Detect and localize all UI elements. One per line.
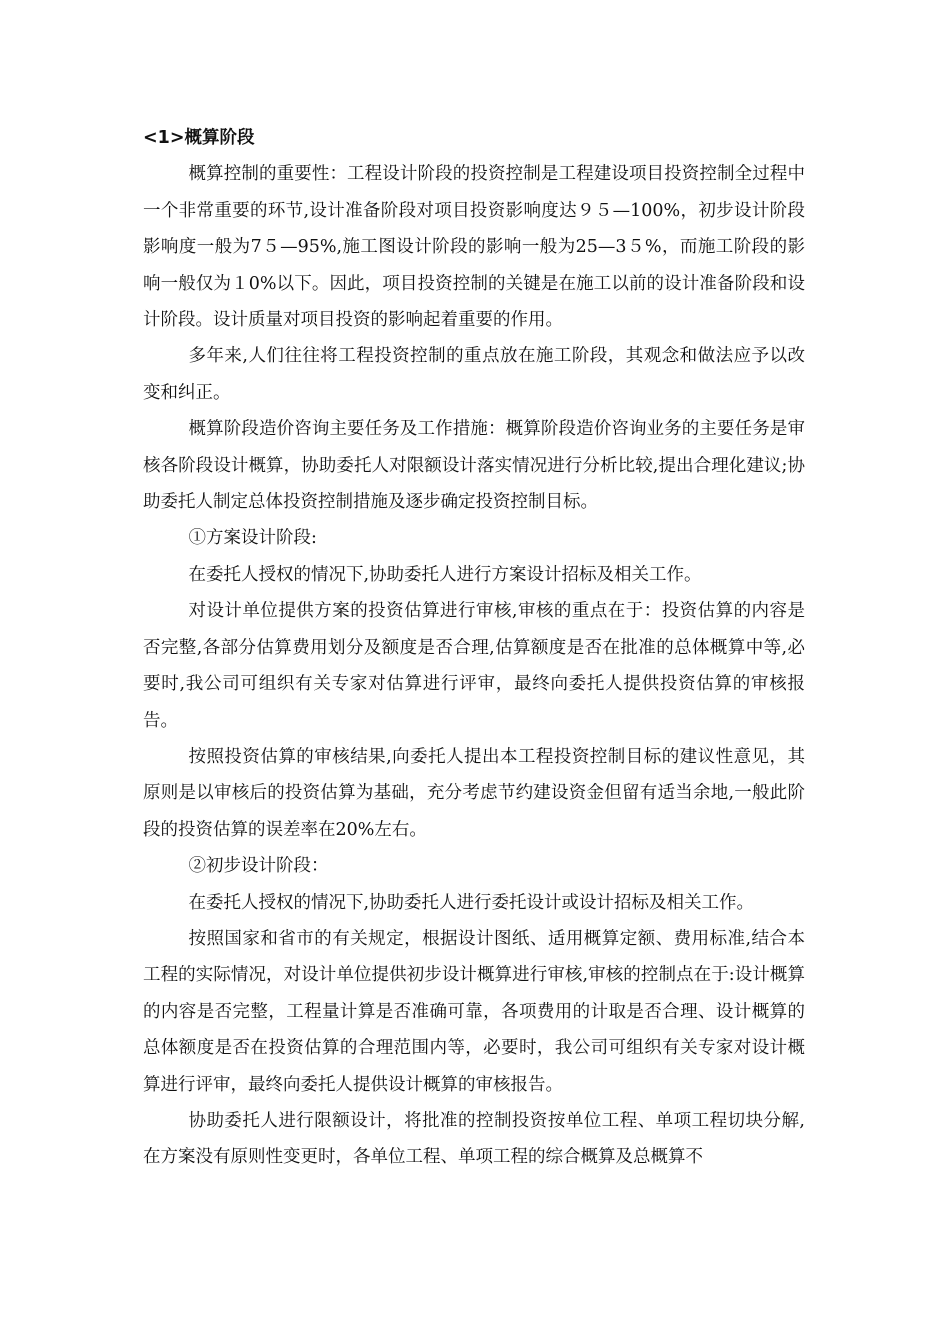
paragraph-construction-focus: 多年来,人们往往将工程投资控制的重点放在施工阶段，其观念和做法应予以改变和纠正。 bbox=[143, 346, 805, 403]
paragraph-main-tasks: 概算阶段造价咨询主要任务及工作措施：概算阶段造价咨询业务的主要任务是审核各阶段设计概算，协助委托人对限额设计落实情况进行分析比较,提出合理化建议;协助委托人制定总体投资控制措施及逐步确定投资控制目标。 bbox=[143, 419, 805, 513]
subheading-scheme-design: ①方案设计阶段: bbox=[188, 528, 317, 549]
paragraph-scheme-tender: 在委托人授权的情况下,协助委托人进行方案设计招标及相关工作。 bbox=[188, 564, 702, 585]
paragraph-design-tender: 在委托人授权的情况下,协助委托人进行委托设计或设计招标及相关工作。 bbox=[188, 892, 755, 913]
document-body bbox=[143, 120, 805, 1176]
section-heading: <1>概算阶段 bbox=[143, 128, 255, 148]
paragraph-control-target: 按照投资估算的审核结果,向委托人提出本工程投资控制目标的建议性意见，其原则是以审核后的投资估算为基础，充分考虑节约建设资金但留有适当余地,一般此阶段的投资估算的误差率在20%左右。 bbox=[143, 746, 805, 840]
paragraph-limit-design: 协助委托人进行限额设计，将批准的控制投资按单位工程、单项工程切块分解,在方案没有原则性变更时，各单位工程、单项工程的综合概算及总概算不 bbox=[143, 1110, 805, 1168]
subheading-preliminary-design: ②初步设计阶段： bbox=[188, 856, 329, 877]
paragraph-budget-review: 按照国家和省市的有关规定，根据设计图纸、适用概算定额、费用标准,结合本工程的实际情况，对设计单位提供初步设计概算进行审核,审核的控制点在于:设计概算的内容是否完整，工程量计算是否准确可靠，各项费用的计取是否合理、设计概算的总体额度是否在投资估算的合理范围内等，必要时，我公司可组织有关专家对设计概算进行评审，最终向委托人提供设计概算的审核报告。 bbox=[143, 928, 805, 1095]
paragraph-importance: 概算控制的重要性：工程设计阶段的投资控制是工程建设项目投资控制全过程中一个非常重要的环节,设计准备阶段对项目投资影响度达９５—100%，初步设计阶段影响度一般为7５—95%,施工图设计阶段的影响一般为25—3５%，而施工阶段的影响一般仅为１0%以下。因此，项目投资控制的关键是在施工以前的设计准备阶段和设计阶段。设计质量对项目投资的影响起着重要的作用。 bbox=[143, 164, 805, 331]
paragraph-estimate-review: 对设计单位提供方案的投资估算进行审核,审核的重点在于：投资估算的内容是否完整,各部分估算费用划分及额度是否合理,估算额度是否在批准的总体概算中等,必要时,我公司可组织有关专家对估算进行评审，最终向委托人提供投资估算的审核报告。 bbox=[143, 601, 805, 731]
